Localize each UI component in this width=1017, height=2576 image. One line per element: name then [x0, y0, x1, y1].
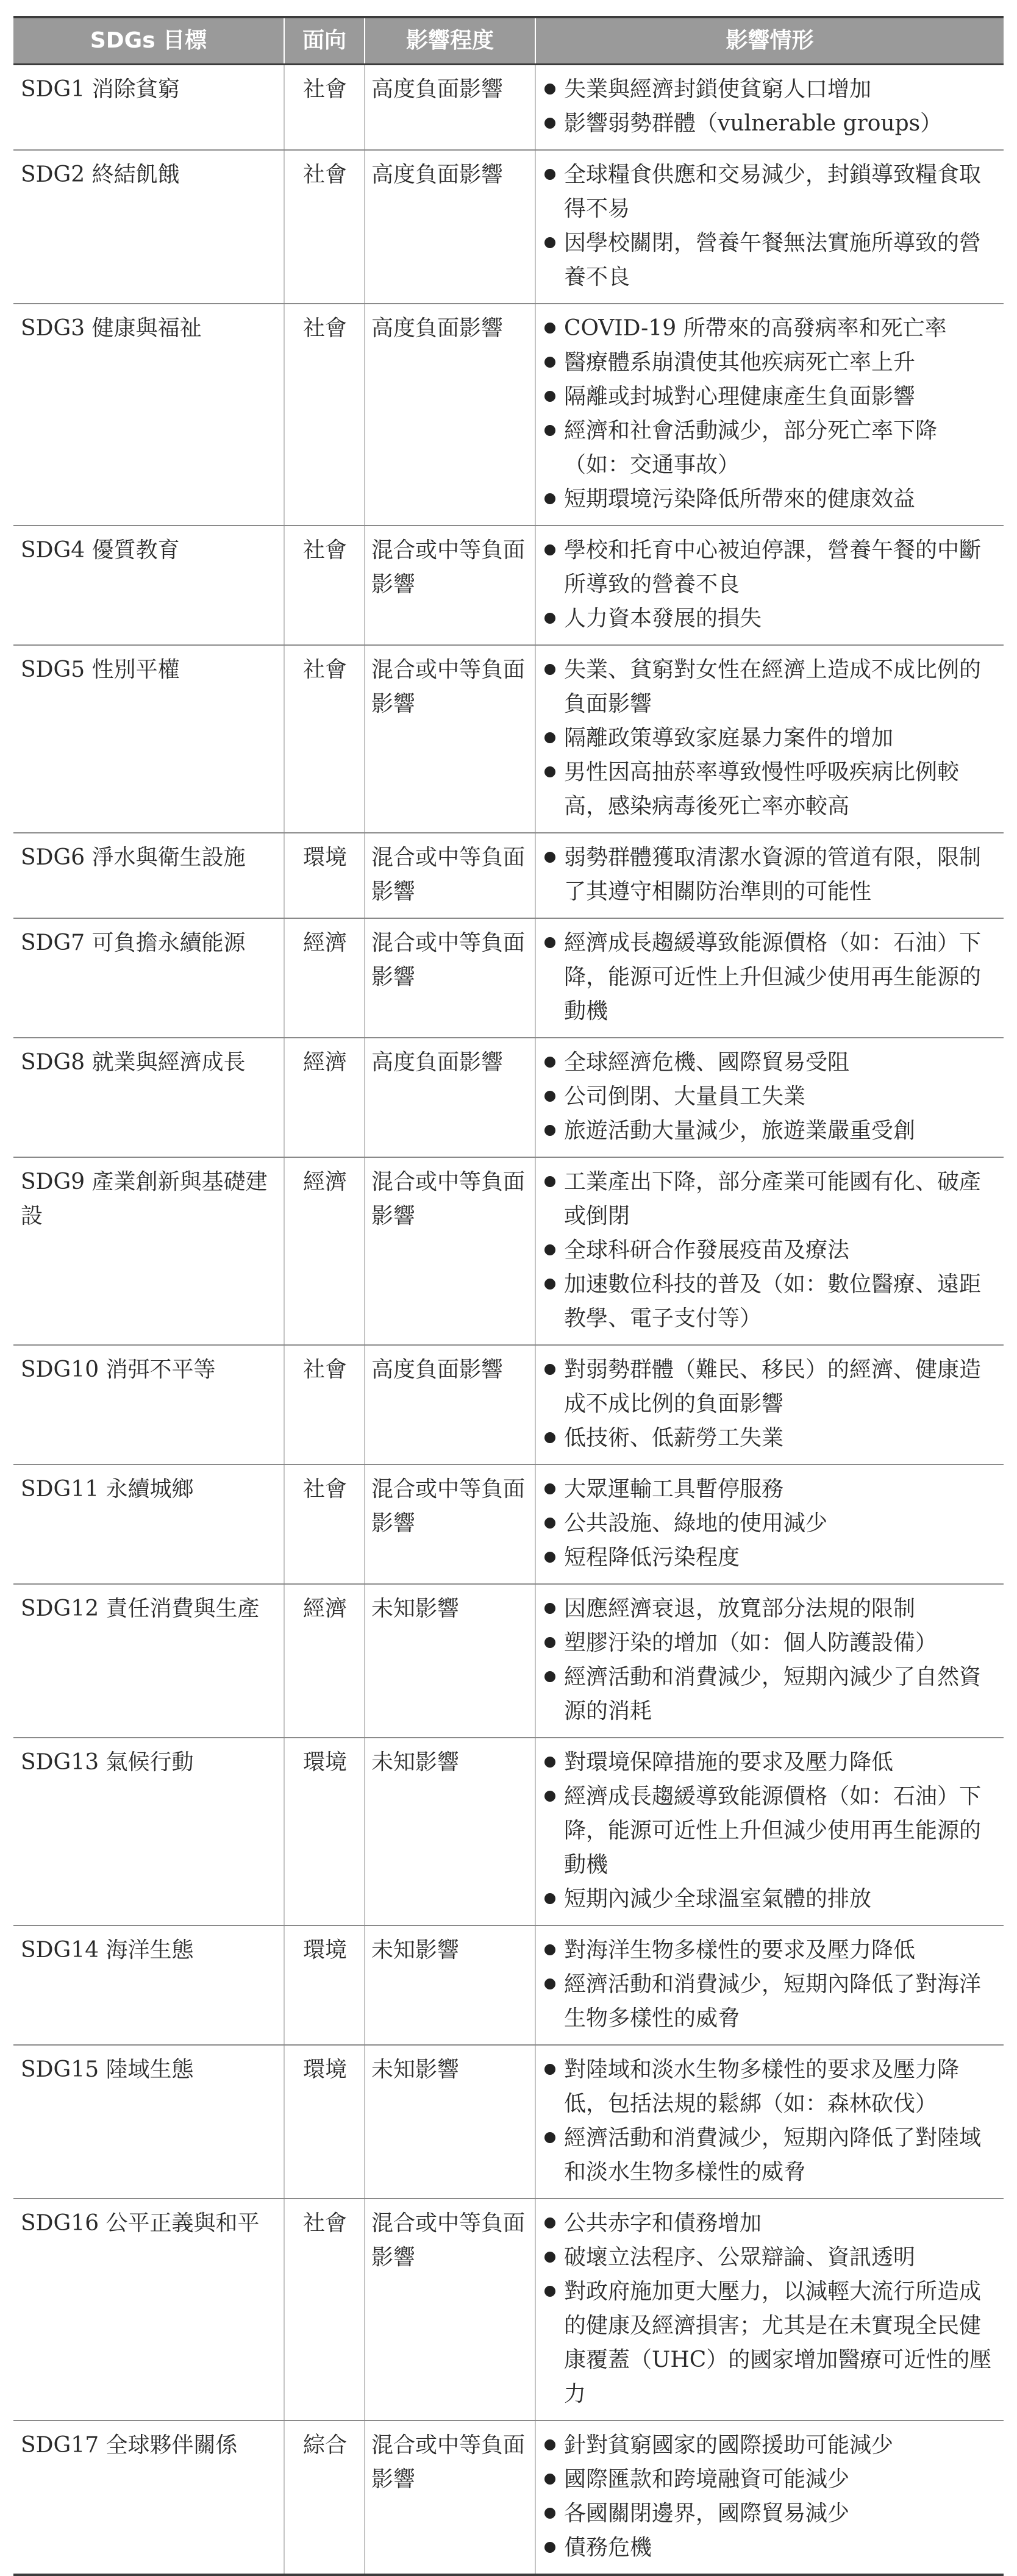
goal-cell: SDG9 產業創新與基礎建設	[13, 1157, 284, 1345]
effect-item: 失業與經濟封鎖使貧窮人口增加	[542, 73, 999, 107]
effects-list	[542, 1165, 999, 1336]
goal-cell: SDG10 消弭不平等	[13, 1345, 284, 1465]
table-row	[13, 2045, 1004, 2199]
goal-cell: SDG2 終結飢餓	[13, 150, 284, 304]
header-impact: 影響程度	[365, 17, 535, 65]
effect-item: COVID-19 所帶來的高發病率和死亡率	[542, 312, 999, 346]
goal-cell: SDG12 責任消費與生產	[13, 1584, 284, 1738]
effects-list	[542, 1472, 999, 1575]
goal-cell: SDG13 氣候行動	[13, 1738, 284, 1925]
effects-list	[542, 1933, 999, 2036]
effects-cell	[535, 1738, 1004, 1925]
effect-item: 對海洋生物多樣性的要求及壓力降低	[542, 1933, 999, 1968]
aspect-cell: 環境	[284, 1738, 365, 1925]
effect-item: 人力資本發展的損失	[542, 602, 999, 636]
aspect-cell: 社會	[284, 1345, 365, 1465]
effect-item: 對陸域和淡水生物多樣性的要求及壓力降低，包括法規的鬆綁（如：森林砍伐）	[542, 2053, 999, 2121]
table-row	[13, 1038, 1004, 1157]
effect-item: 低技術、低薪勞工失業	[542, 1421, 999, 1455]
effects-list	[542, 1592, 999, 1729]
header-row	[13, 17, 1004, 65]
effects-list	[542, 1746, 999, 1916]
impact-level-cell: 混合或中等負面影響	[365, 1157, 535, 1345]
impact-level-cell: 未知影響	[365, 2045, 535, 2199]
effect-item: 全球糧食供應和交易減少，封鎖導致糧食取得不易	[542, 158, 999, 226]
table-row	[13, 526, 1004, 645]
goal-cell: SDG4 優質教育	[13, 526, 284, 645]
table-row	[13, 2199, 1004, 2421]
table-body	[13, 65, 1004, 2575]
impact-level-cell: 高度負面影響	[365, 65, 535, 151]
table-row	[13, 918, 1004, 1038]
aspect-cell: 經濟	[284, 1157, 365, 1345]
table-row	[13, 1345, 1004, 1465]
goal-cell: SDG7 可負擔永續能源	[13, 918, 284, 1038]
table-row	[13, 1157, 1004, 1345]
aspect-cell: 社會	[284, 645, 365, 833]
table-row	[13, 304, 1004, 526]
aspect-cell: 環境	[284, 833, 365, 918]
effect-item: 公司倒閉、大量員工失業	[542, 1080, 999, 1114]
table-row	[13, 150, 1004, 304]
effect-item: 失業、貧窮對女性在經濟上造成不成比例的負面影響	[542, 653, 999, 721]
effect-item: 影響弱勢群體（vulnerable groups）	[542, 107, 999, 141]
effect-item: 全球科研合作發展疫苗及療法	[542, 1233, 999, 1268]
goal-cell: SDG8 就業與經濟成長	[13, 1038, 284, 1157]
effect-item: 公共赤字和債務增加	[542, 2207, 999, 2241]
effects-cell	[535, 1465, 1004, 1584]
goal-cell: SDG14 海洋生態	[13, 1925, 284, 2045]
table-row	[13, 645, 1004, 833]
effects-cell	[535, 833, 1004, 918]
effects-list	[542, 73, 999, 141]
effect-item: 公共設施、綠地的使用減少	[542, 1507, 999, 1541]
goal-cell: SDG15 陸域生態	[13, 2045, 284, 2199]
effect-item: 對環境保障措施的要求及壓力降低	[542, 1746, 999, 1780]
effects-list	[542, 1046, 999, 1148]
effects-cell	[535, 526, 1004, 645]
aspect-cell: 經濟	[284, 918, 365, 1038]
effect-item: 短期環境污染降低所帶來的健康效益	[542, 482, 999, 516]
sdg-impact-table-page	[13, 16, 1004, 2576]
effect-item: 對政府施加更大壓力，以減輕大流行所造成的健康及經濟損害；尤其是在未實現全民健康覆蓋（UHC）的國家增加醫療可近性的壓力	[542, 2275, 999, 2411]
table-header	[13, 17, 1004, 65]
effect-item: 大眾運輸工具暫停服務	[542, 1472, 999, 1507]
effect-item: 旅遊活動大量減少，旅遊業嚴重受創	[542, 1114, 999, 1148]
effect-item: 學校和托育中心被迫停課，營養午餐的中斷所導致的營養不良	[542, 533, 999, 602]
goal-cell: SDG17 全球夥伴關係	[13, 2421, 284, 2575]
effect-item: 因應經濟衰退，放寬部分法規的限制	[542, 1592, 999, 1626]
effect-item: 加速數位科技的普及（如：數位醫療、遠距教學、電子支付等）	[542, 1268, 999, 1336]
impact-level-cell: 高度負面影響	[365, 1038, 535, 1157]
effects-cell	[535, 1345, 1004, 1465]
effect-item: 隔離政策導致家庭暴力案件的增加	[542, 721, 999, 755]
aspect-cell: 社會	[284, 2199, 365, 2421]
impact-level-cell: 混合或中等負面影響	[365, 2421, 535, 2575]
aspect-cell: 社會	[284, 1465, 365, 1584]
impact-level-cell: 混合或中等負面影響	[365, 1465, 535, 1584]
effects-list	[542, 1353, 999, 1455]
aspect-cell: 社會	[284, 304, 365, 526]
effects-list	[542, 926, 999, 1029]
goal-cell: SDG1 消除貧窮	[13, 65, 284, 151]
effects-list	[542, 158, 999, 294]
goal-cell: SDG16 公平正義與和平	[13, 2199, 284, 2421]
aspect-cell: 經濟	[284, 1584, 365, 1738]
effects-list	[542, 653, 999, 824]
effect-item: 對弱勢群體（難民、移民）的經濟、健康造成不成比例的負面影響	[542, 1353, 999, 1421]
table-row	[13, 1584, 1004, 1738]
aspect-cell: 綜合	[284, 2421, 365, 2575]
effects-cell	[535, 1038, 1004, 1157]
effect-item: 短程降低污染程度	[542, 1541, 999, 1575]
effects-cell	[535, 2199, 1004, 2421]
aspect-cell: 環境	[284, 1925, 365, 2045]
effect-item: 經濟和社會活動減少，部分死亡率下降（如：交通事故）	[542, 414, 999, 482]
effects-cell	[535, 2045, 1004, 2199]
impact-level-cell: 高度負面影響	[365, 150, 535, 304]
effect-item: 隔離或封城對心理健康產生負面影響	[542, 380, 999, 414]
impact-level-cell: 混合或中等負面影響	[365, 526, 535, 645]
impact-level-cell: 未知影響	[365, 1584, 535, 1738]
effect-item: 經濟成長趨緩導致能源價格（如：石油）下降，能源可近性上升但減少使用再生能源的動機	[542, 926, 999, 1029]
effect-item: 經濟活動和消費減少，短期內減少了自然資源的消耗	[542, 1660, 999, 1729]
effects-cell	[535, 2421, 1004, 2575]
effect-item: 債務危機	[542, 2531, 999, 2565]
effect-item: 短期內減少全球溫室氣體的排放	[542, 1882, 999, 1916]
effect-item: 因學校關閉，營養午餐無法實施所導致的營養不良	[542, 226, 999, 294]
effects-list	[542, 841, 999, 909]
effect-item: 弱勢群體獲取清潔水資源的管道有限，限制了其遵守相關防治準則的可能性	[542, 841, 999, 909]
effects-list	[542, 2053, 999, 2189]
header-goal: SDGs 目標	[13, 17, 284, 65]
sdg-impact-table	[13, 16, 1004, 2576]
effect-item: 經濟成長趨緩導致能源價格（如：石油）下降，能源可近性上升但減少使用再生能源的動機	[542, 1780, 999, 1882]
impact-level-cell: 未知影響	[365, 1925, 535, 2045]
effect-item: 經濟活動和消費減少，短期內降低了對海洋生物多樣性的威脅	[542, 1968, 999, 2036]
effects-cell	[535, 1584, 1004, 1738]
table-row	[13, 65, 1004, 151]
table-row	[13, 1925, 1004, 2045]
effects-list	[542, 2207, 999, 2411]
effect-item: 男性因高抽菸率導致慢性呼吸疾病比例較高，感染病毒後死亡率亦較高	[542, 755, 999, 824]
goal-cell: SDG5 性別平權	[13, 645, 284, 833]
aspect-cell: 環境	[284, 2045, 365, 2199]
effects-cell	[535, 918, 1004, 1038]
table-row	[13, 2421, 1004, 2575]
impact-level-cell: 未知影響	[365, 1738, 535, 1925]
impact-level-cell: 混合或中等負面影響	[365, 2199, 535, 2421]
table-row	[13, 1465, 1004, 1584]
effects-list	[542, 533, 999, 636]
impact-level-cell: 高度負面影響	[365, 1345, 535, 1465]
effects-cell	[535, 645, 1004, 833]
impact-level-cell: 混合或中等負面影響	[365, 645, 535, 833]
goal-cell: SDG11 永續城鄉	[13, 1465, 284, 1584]
effects-cell	[535, 1157, 1004, 1345]
effects-cell	[535, 65, 1004, 151]
effect-item: 各國關閉邊界，國際貿易減少	[542, 2497, 999, 2531]
table-row	[13, 833, 1004, 918]
impact-level-cell: 混合或中等負面影響	[365, 918, 535, 1038]
aspect-cell: 社會	[284, 150, 365, 304]
impact-level-cell: 混合或中等負面影響	[365, 833, 535, 918]
effects-list	[542, 2428, 999, 2565]
effects-list	[542, 312, 999, 516]
aspect-cell: 經濟	[284, 1038, 365, 1157]
effect-item: 經濟活動和消費減少，短期內降低了對陸域和淡水生物多樣性的威脅	[542, 2121, 999, 2189]
aspect-cell: 社會	[284, 65, 365, 151]
effect-item: 全球經濟危機、國際貿易受阻	[542, 1046, 999, 1080]
effect-item: 破壞立法程序、公眾辯論、資訊透明	[542, 2241, 999, 2275]
impact-level-cell: 高度負面影響	[365, 304, 535, 526]
effect-item: 針對貧窮國家的國際援助可能減少	[542, 2428, 999, 2463]
goal-cell: SDG3 健康與福祉	[13, 304, 284, 526]
effects-cell	[535, 1925, 1004, 2045]
effect-item: 醫療體系崩潰使其他疾病死亡率上升	[542, 346, 999, 380]
effect-item: 工業產出下降，部分產業可能國有化、破產或倒閉	[542, 1165, 999, 1233]
goal-cell: SDG6 淨水與衛生設施	[13, 833, 284, 918]
effect-item: 塑膠汙染的增加（如：個人防護設備）	[542, 1626, 999, 1660]
effect-item: 國際匯款和跨境融資可能減少	[542, 2463, 999, 2497]
header-aspect: 面向	[284, 17, 365, 65]
table-row	[13, 1738, 1004, 1925]
aspect-cell: 社會	[284, 526, 365, 645]
effects-cell	[535, 150, 1004, 304]
effects-cell	[535, 304, 1004, 526]
header-effects: 影響情形	[535, 17, 1004, 65]
